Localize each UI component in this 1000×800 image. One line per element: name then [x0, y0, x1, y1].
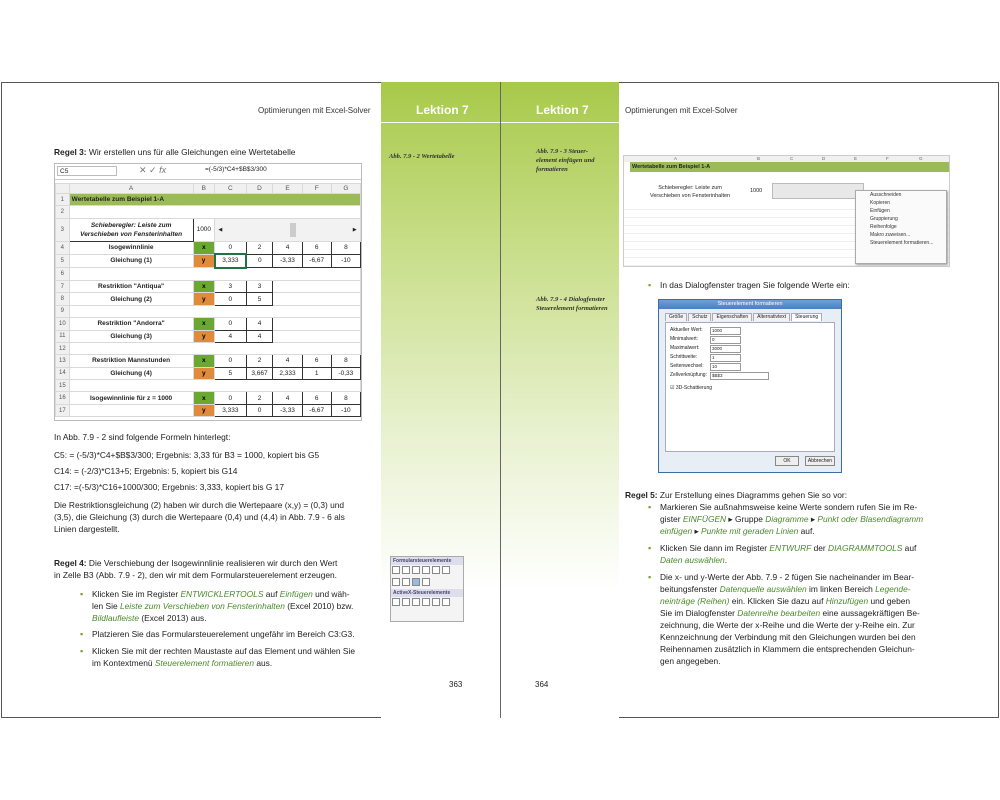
bullet-add-series: ▪ Die x- und y-Werte der Abb. 7.9 - 2 fügen Sie nacheinander im Bear- beitungsfenster Datenquelle auswählen im linken Bereich Legende- neinträge (Reihen) ein. Klicken Sie dazu auf Hinzufügen und geben Sie im Dialogfenster Datenreihe bearbeiten eine aussagekräftigen Be- zeichnung, die Werte der x-Reihe und die Werte der y-Reihe ein. Zur Kennzeichnung der Verbindung mit den Gleichungen wurden bei den Reihennamen zusätzlich in Klammern die entsprechenden Gleichun- gen angegeben. [648, 572, 920, 666]
page-number-left: 363 [449, 680, 463, 689]
fx-icon: ✕ ✓ fx [139, 165, 167, 175]
figure-caption-7-9-4: Abb. 7.9 - 4 Dialogfenster Steuerelement formatieren [536, 296, 608, 312]
label-tool-icon[interactable] [402, 578, 410, 586]
activex-text-icon[interactable] [432, 598, 440, 606]
lektion-label-left: Lektion 7 [416, 103, 469, 117]
figure-caption-7-9-2: Abb. 7.9 - 2 Wertetabelle [389, 153, 455, 160]
toolbox-form-header: Formularsteuerelemente [391, 557, 463, 565]
table-row: 13 Restriktion Mannstunden x 0 2 4 6 8 [56, 355, 361, 367]
dialog-body: Aktueller Wert: 1000 Minimalwert: 0 Maximalwert: 3000 Schrittweite: 1 Seitenwechsel: 10 Zellverknüpfung: $B$3 ☑ 3D-Schattierung [665, 322, 835, 452]
activex-combo-icon[interactable] [402, 598, 410, 606]
dialog-title: Steuerelement formatieren [659, 300, 841, 309]
scrollbar-control[interactable] [215, 218, 361, 241]
name-box[interactable]: C5 [57, 166, 117, 176]
scroll-thumb[interactable] [290, 223, 296, 237]
tab-protection[interactable]: Schutz [688, 313, 711, 321]
menu-item-group[interactable]: Gruppierung [870, 216, 898, 222]
table-row: 6 [56, 268, 361, 281]
lektion-rule-right [501, 122, 619, 123]
rule3-paragraph: Regel 3: Wir erstellen uns für alle Gleichungen eine Wertetabelle [54, 147, 296, 157]
page-number-right: 364 [535, 680, 549, 689]
lektion-band-left [381, 82, 500, 718]
page-change-field[interactable]: 10 [710, 363, 741, 371]
textfield-tool-icon[interactable] [422, 578, 430, 586]
column-header-row: A B C D E F G [624, 156, 949, 162]
col-header-b[interactable]: B [193, 184, 215, 194]
shading-checkbox[interactable]: ☑ 3D-Schattierung [670, 385, 713, 391]
table-row: 16 Isogewinnlinie für z = 1000 x 0 2 4 6 8 [56, 392, 361, 404]
col-header-a[interactable]: A [69, 184, 193, 194]
table-row: 8 Gleichung (2) y 0 5 [56, 293, 361, 305]
tab-alttext[interactable]: Alternativtext [753, 313, 790, 321]
figure-caption-7-9-3: Abb. 7.9 - 3 Steuer- element einfügen und formatieren [536, 148, 595, 173]
bullet-insert-scrollbar: ▪ Klicken Sie im Register ENTWICKLERTOOLS auf Einfügen und wäh- len Sie Leiste zum Verschieben von Fensterinhalten (Excel 2010) bzw. Bildlaufleiste (Excel 2013) aus. [80, 589, 354, 623]
shot-scrollbar[interactable] [772, 183, 864, 199]
scroll-left-arrow-icon[interactable]: ◄ [217, 226, 224, 234]
bullet-place-control: ▪ Platzieren Sie das Formularsteuerelement ungefähr im Bereich C3:G3. [80, 629, 355, 639]
table-row: 11 Gleichung (3) y 4 4 [56, 330, 361, 342]
table-row: 9 [56, 305, 361, 317]
table-row: 1 Wertetabelle zum Beispiel 1-A [56, 194, 361, 206]
tab-size[interactable]: Größe [665, 313, 687, 321]
table-row: 5 Gleichung (1) y 3,333 0 -3,33 -6,67 -10 [56, 254, 361, 267]
selected-cell-c5[interactable]: 3,333 [215, 254, 247, 267]
col-header-e[interactable]: E [273, 184, 302, 194]
menu-item-cut[interactable]: Ausschneiden [870, 192, 902, 198]
slider-label-line2: Verschieben von Fensterinhalten [80, 230, 183, 238]
table-row: 17 y 3,333 0 -3,33 -6,67 -10 [56, 404, 361, 416]
running-header-right: Optimierungen mit Excel-Solver [625, 106, 738, 115]
rule4-paragraph: Regel 4: Die Verschiebung der Isogewinnlinie realisieren wir durch den Wert in Zelle B3 (Abb. 7.9 - 2), den wir mit dem Formularsteuerelement erzeugen. [54, 558, 338, 580]
formula-c17: C17: =(-5/3)*C16+1000/300; Ergebnis: 3,333, kopiert bis G 17 [54, 482, 284, 492]
slider-label-line1: Schieberegler: Leiste zum [90, 221, 172, 229]
formula-c14: C14: = (-2/3)*C13+5; Ergebnis: 5, kopiert bis G14 [54, 466, 238, 476]
restriction-paragraph: Die Restriktionsgleichung (2) haben wir durch die Wertepaare (x,y) = (0,3) und (3,5), die Gleichung (3) durch die Wertepaare (0,4) und (4,4) in Abb. 7.9 - 6 als Linien dargestellt. [54, 500, 345, 534]
activex-list-icon[interactable] [422, 598, 430, 606]
col-header-d[interactable]: D [246, 184, 273, 194]
combo-tool-icon[interactable] [402, 566, 410, 574]
bullet-dialog-values: ▪ In das Dialogfenster tragen Sie folgende Werte ein: [648, 280, 850, 290]
shot-title-cell: Wertetabelle zum Beispiel 1-A [630, 162, 950, 172]
lektion-band-right [501, 82, 619, 718]
activex-button-icon[interactable] [392, 598, 400, 606]
activex-more-icon[interactable] [442, 598, 450, 606]
formula-c5: C5: = (-5/3)*C4+$B$3/300; Ergebnis: 3,33 für B3 = 1000, kopiert bis G5 [54, 450, 320, 460]
spreadsheet-wertetabelle [54, 163, 362, 421]
group-tool-icon[interactable] [392, 578, 400, 586]
tab-properties[interactable]: Eigenschaften [712, 313, 752, 321]
shot-slider-label: Schieberegler: Leiste zum Verschieben von Fensterinhalten [650, 185, 731, 199]
menu-item-order[interactable]: Reihenfolge [870, 224, 897, 230]
step-field[interactable]: 1 [710, 354, 741, 362]
table-row: 12 [56, 342, 361, 354]
bullet-format-control: ▪ Klicken Sie mit der rechten Maustaste auf das Element und wählen Sie im Kontextmenü Steuerelement formatieren aus. [80, 646, 356, 668]
col-header-c[interactable]: C [215, 184, 247, 194]
shot-cell-b3: 1000 [750, 188, 763, 194]
scrollbar-tool-icon[interactable] [412, 578, 420, 586]
table-row: 2 [56, 206, 361, 218]
format-control-dialog [658, 299, 842, 473]
controls-toolbox [390, 556, 464, 622]
toolbox-activex-header: ActiveX-Steuerelemente [391, 589, 463, 597]
bullet-insert-chart: ▪ Markieren Sie außnahmsweise keine Werte sondern rufen Sie im Re- gister EINFÜGEN ▸ Gruppe Diagramme ▸ Punkt oder Blasendiagramm einfügen ▸ Punkte mit geraden Linien auf. [648, 502, 924, 536]
table-row: 3 Schieberegler: Leiste zum Verschieben von Fensterinhalten 1000 ◄ ► [56, 218, 361, 241]
max-value-field[interactable]: 3000 [710, 345, 741, 353]
option-tool-icon[interactable] [442, 566, 450, 574]
bullet-select-data: ▪ Klicken Sie dann im Register ENTWURF der DIAGRAMMTOOLS auf Daten auswählen. [648, 543, 917, 565]
checkbox-tool-icon[interactable] [412, 566, 420, 574]
table-row: 10 Restriktion "Andorra" x 0 4 [56, 318, 361, 330]
spin-tool-icon[interactable] [422, 566, 430, 574]
column-header-row [56, 184, 361, 194]
list-tool-icon[interactable] [432, 566, 440, 574]
cell-b3[interactable]: 1000 [193, 218, 215, 241]
cancel-button[interactable]: Abbrechen [805, 456, 835, 466]
dialog-tabs [665, 313, 823, 321]
scroll-right-arrow-icon[interactable]: ► [351, 226, 358, 234]
formula-bar [55, 164, 361, 180]
formula-value[interactable]: =(-5/3)*C4+$B$3/300 [205, 166, 267, 173]
lektion-label-right: Lektion 7 [536, 103, 589, 117]
col-header-g[interactable]: G [331, 184, 360, 194]
table-row: 7 Restriktion "Antiqua" x 3 3 [56, 280, 361, 292]
cell-link-field[interactable]: $B$3 [710, 372, 769, 380]
table-row: 14 Gleichung (4) y 5 3,667 2,333 1 -0,33 [56, 367, 361, 379]
col-header-f[interactable]: F [302, 184, 331, 194]
button-tool-icon[interactable] [392, 566, 400, 574]
menu-item-copy[interactable]: Kopieren [870, 200, 891, 206]
running-header-left: Optimierungen mit Excel-Solver [258, 106, 371, 115]
ok-button[interactable]: OK [775, 456, 799, 466]
book-gutter [500, 82, 501, 718]
sheet-title-cell[interactable]: Wertetabelle zum Beispiel 1-A [69, 194, 360, 206]
menu-item-paste[interactable]: Einfügen [870, 208, 890, 214]
rule5-paragraph: Regel 5: Zur Erstellung eines Diagramms gehen Sie so vor: [625, 490, 848, 500]
sheet-grid [55, 183, 361, 417]
activex-check-icon[interactable] [412, 598, 420, 606]
min-value-field[interactable]: 0 [710, 336, 741, 344]
lektion-rule-left [381, 122, 500, 123]
tab-control[interactable]: Steuerung [791, 313, 822, 321]
menu-item-assign-macro[interactable]: Makro zuweisen... [870, 232, 911, 238]
table-row: 4 Isogewinnlinie x 0 2 4 6 8 [56, 241, 361, 254]
table-row: 15 [56, 380, 361, 392]
current-value-field[interactable]: 1000 [710, 327, 741, 335]
menu-item-format-control[interactable]: Steuerelement formatieren... [870, 240, 934, 246]
context-menu [855, 190, 947, 264]
formula-intro: In Abb. 7.9 - 2 sind folgende Formeln hinterlegt: [54, 432, 231, 442]
